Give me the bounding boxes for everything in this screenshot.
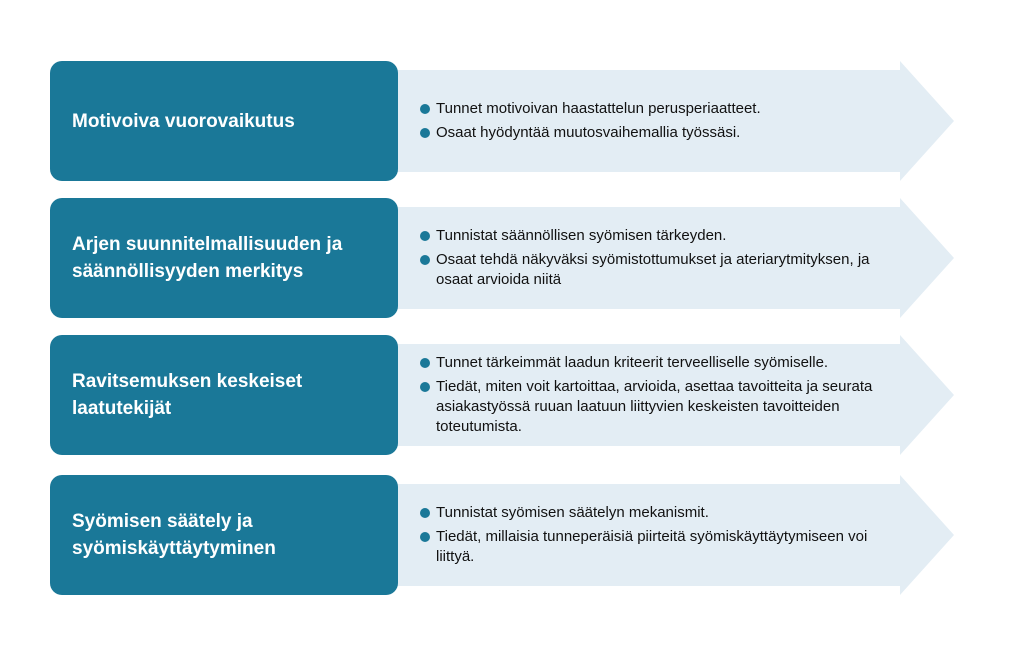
bullet-dot-icon bbox=[420, 231, 430, 241]
bullet-text: Tunnet tärkeimmät laadun kriteerit terveelliselle syömiselle. bbox=[436, 354, 829, 371]
bullet-text: Tiedät, millaisia tunneperäisiä piirteitä syömiskäyttäytymiseen voi liittyä. bbox=[436, 528, 868, 565]
bullet-item bbox=[420, 99, 900, 119]
bullet-dot-icon bbox=[420, 104, 430, 114]
topic-box bbox=[50, 335, 398, 455]
bullet-list bbox=[420, 335, 900, 455]
bullet-dot-icon bbox=[420, 382, 430, 392]
bullet-text: Osaat tehdä näkyväksi syömistottumukset ja ateriarytmityksen, ja osaat arvioida niitä bbox=[436, 251, 870, 288]
topic-row-motivoiva bbox=[50, 61, 954, 181]
bullet-text: Osaat hyödyntää muutosvaihemallia työssäsi. bbox=[436, 124, 741, 141]
bullet-dot-icon bbox=[420, 255, 430, 265]
bullet-item bbox=[420, 250, 900, 290]
bullet-list bbox=[420, 475, 900, 595]
bullet-item bbox=[420, 527, 900, 567]
bullet-list bbox=[420, 61, 900, 181]
bullet-dot-icon bbox=[420, 508, 430, 518]
bullet-text: Tunnet motivoivan haastattelun perusperiaatteet. bbox=[436, 100, 761, 117]
topic-title: Syömisen säätely ja syömiskäyttäytyminen bbox=[72, 511, 276, 559]
topic-box bbox=[50, 61, 398, 181]
topic-title: Motivoiva vuorovaikutus bbox=[72, 110, 295, 132]
bullet-text: Tunnistat säännöllisen syömisen tärkeyden. bbox=[436, 227, 727, 244]
topic-row-ravitsemus bbox=[50, 335, 954, 455]
bullet-text: Tunnistat syömisen säätelyn mekanismit. bbox=[436, 504, 709, 521]
bullet-dot-icon bbox=[420, 358, 430, 368]
topic-title: Arjen suunnitelmallisuuden ja säännöllisyyden merkitys bbox=[72, 234, 343, 282]
topic-title: Ravitsemuksen keskeiset laatutekijät bbox=[72, 371, 303, 419]
bullet-item bbox=[420, 123, 900, 143]
topic-box bbox=[50, 475, 398, 595]
bullet-item bbox=[420, 503, 900, 523]
topic-row-syominen bbox=[50, 475, 954, 595]
bullet-list bbox=[420, 198, 900, 318]
bullet-dot-icon bbox=[420, 128, 430, 138]
bullet-item bbox=[420, 377, 900, 437]
topic-row-arjen bbox=[50, 198, 954, 318]
bullet-item bbox=[420, 226, 900, 246]
bullet-dot-icon bbox=[420, 532, 430, 542]
bullet-item bbox=[420, 353, 900, 373]
bullet-text: Tiedät, miten voit kartoittaa, arvioida, asettaa tavoitteita ja seurata asiakastyössä ruuan laatuun liittyvien keskeisten tavoitteiden toteutumista. bbox=[436, 378, 873, 435]
topic-box bbox=[50, 198, 398, 318]
